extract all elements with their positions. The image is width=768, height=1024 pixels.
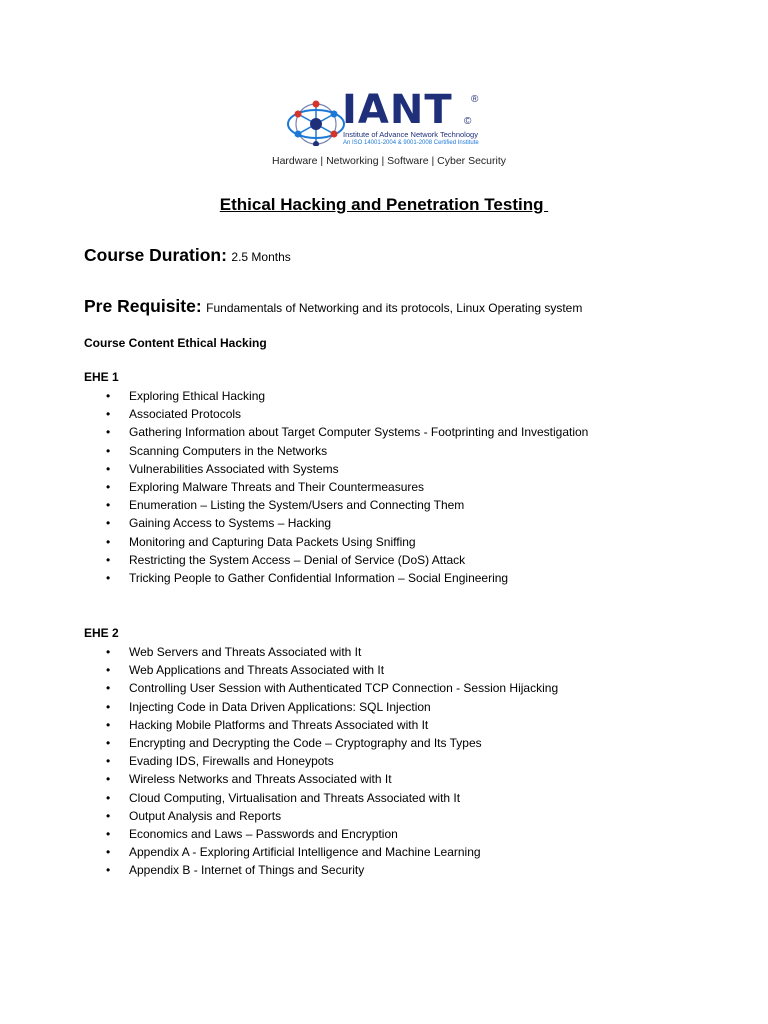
list-item — [84, 698, 558, 716]
logo-tagline: Hardware | Networking | Software | Cyber Security — [271, 155, 506, 167]
pre-requisite-value: Fundamentals of Networking and its protocols, Linux Operating system — [206, 301, 583, 315]
list-item — [84, 643, 558, 661]
network-globe-icon — [284, 94, 348, 146]
bullet-icon: • — [106, 552, 111, 567]
list-item — [84, 861, 558, 879]
list-item-text: Tricking People to Gather Confidential Information – Social Engineering — [129, 570, 509, 585]
list-item — [84, 514, 588, 532]
registered-mark: ® — [471, 94, 479, 105]
bullet-icon: • — [106, 681, 111, 696]
list-item — [84, 789, 558, 807]
course-duration — [84, 245, 291, 266]
list-item-text: Gaining Access to Systems – Hacking — [129, 516, 332, 531]
list-item-text: Web Servers and Threats Associated with It — [129, 645, 362, 659]
bullet-icon: • — [106, 845, 111, 860]
ehe1-heading: EHE 1 — [84, 370, 119, 384]
list-item — [84, 478, 588, 496]
bullet-icon: • — [106, 754, 111, 769]
copyright-mark: © — [464, 116, 472, 127]
bullet-icon: • — [106, 772, 111, 787]
bullet-icon: • — [106, 645, 111, 659]
list-item — [84, 387, 588, 405]
course-duration-label: Course Duration: — [84, 245, 227, 265]
list-item-text: Scanning Computers in the Networks — [129, 443, 328, 458]
ehe1-list — [84, 387, 588, 587]
document-title: Ethical Hacking and Penetration Testing — [219, 195, 549, 214]
bullet-icon: • — [106, 863, 111, 878]
list-item-text: Enumeration – Listing the System/Users and Connecting Them — [129, 498, 465, 513]
bullet-icon: • — [106, 663, 111, 678]
iant-logo — [264, 87, 514, 175]
bullet-icon: • — [106, 717, 111, 732]
bullet-icon: • — [106, 498, 111, 513]
list-item — [84, 734, 558, 752]
list-item-text: Injecting Code in Data Driven Applications: SQL Injection — [129, 699, 431, 714]
list-item — [84, 460, 588, 478]
course-duration-value: 2.5 Months — [231, 250, 291, 264]
bullet-icon: • — [106, 389, 111, 403]
logo-subtitle: Institute of Advance Network Technology — [343, 130, 478, 139]
bullet-icon: • — [106, 808, 111, 823]
list-item-text: Cloud Computing, Virtualisation and Threats Associated with It — [129, 790, 461, 805]
list-item — [84, 825, 558, 843]
list-item — [84, 442, 588, 460]
bullet-icon: • — [106, 790, 111, 805]
list-item-text: Controlling User Session with Authenticated TCP Connection - Session Hijacking — [129, 681, 559, 696]
list-item — [84, 716, 558, 734]
list-item — [84, 843, 558, 861]
list-item-text: Gathering Information about Target Computer Systems - Footprinting and Investigation — [129, 425, 589, 440]
list-item-text: Appendix A - Exploring Artificial Intelligence and Machine Learning — [129, 845, 481, 860]
ehe2-list — [84, 643, 558, 879]
bullet-icon: • — [106, 735, 111, 750]
bullet-icon: • — [106, 570, 111, 585]
bullet-icon: • — [106, 699, 111, 714]
list-item — [84, 807, 558, 825]
bullet-icon: • — [106, 425, 111, 440]
logo-iso-line: An ISO 14001-2004 & 9001-2008 Certified Institute — [343, 140, 479, 146]
list-item-text: Appendix B - Internet of Things and Security — [129, 863, 365, 878]
list-item-text: Monitoring and Capturing Data Packets Using Sniffing — [129, 534, 416, 549]
bullet-icon: • — [106, 443, 111, 458]
list-item-text: Evading IDS, Firewalls and Honeypots — [129, 754, 334, 769]
list-item — [84, 405, 588, 423]
list-item-text: Web Applications and Threats Associated with It — [129, 663, 385, 678]
list-item — [84, 551, 588, 569]
list-item — [84, 496, 588, 514]
logo-wordmark: IANT — [342, 87, 453, 133]
list-item — [84, 533, 588, 551]
list-item — [84, 752, 558, 770]
list-item-text: Restricting the System Access – Denial of Service (DoS) Attack — [129, 552, 466, 567]
list-item — [84, 679, 558, 697]
bullet-icon: • — [106, 534, 111, 549]
bullet-icon: • — [106, 826, 111, 841]
list-item-text: Economics and Laws – Passwords and Encryption — [129, 826, 398, 841]
list-item-text: Exploring Ethical Hacking — [129, 389, 266, 403]
pre-requisite — [84, 296, 582, 317]
list-item-text: Exploring Malware Threats and Their Countermeasures — [129, 479, 425, 494]
list-item — [84, 661, 558, 679]
list-item-text: Associated Protocols — [129, 407, 242, 422]
list-item-text: Wireless Networks and Threats Associated with It — [129, 772, 392, 787]
list-item-text: Vulnerabilities Associated with Systems — [129, 461, 339, 476]
list-item — [84, 770, 558, 788]
list-item-text: Hacking Mobile Platforms and Threats Associated with It — [129, 717, 429, 732]
bullet-icon: • — [106, 407, 111, 422]
ehe2-heading: EHE 2 — [84, 626, 119, 640]
list-item — [84, 569, 588, 587]
list-item — [84, 423, 588, 441]
course-content-heading: Course Content Ethical Hacking — [84, 336, 267, 350]
list-item-text: Encrypting and Decrypting the Code – Cryptography and Its Types — [129, 735, 482, 750]
list-item-text: Output Analysis and Reports — [129, 808, 282, 823]
pre-requisite-label: Pre Requisite: — [84, 296, 202, 316]
bullet-icon: • — [106, 461, 111, 476]
bullet-icon: • — [106, 479, 111, 494]
bullet-icon: • — [106, 516, 111, 531]
